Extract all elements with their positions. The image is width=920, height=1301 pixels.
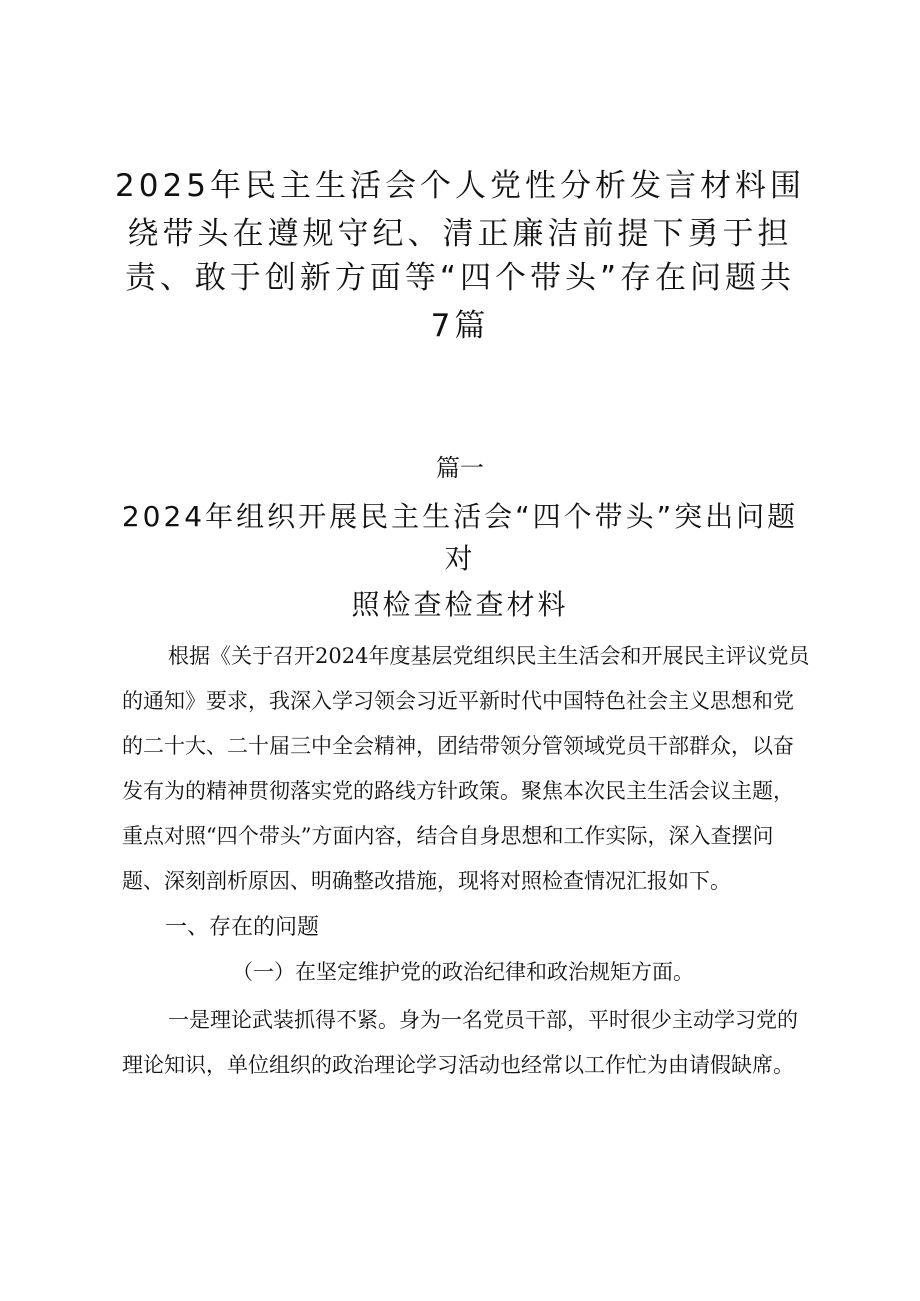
intro-paragraph-line-4: 发有为的精神贯彻落实党的路线方针政策。聚焦本次民主生活会议主题， [122, 779, 794, 803]
section-title-line-1: 2024年组织开展民主生活会“四个带头”突出问题 [121, 500, 799, 533]
intro-paragraph-line-5: 重点对照“四个带头”方面内容，结合自身思想和工作实际，深入查摆问 [122, 824, 774, 848]
intro-paragraph-line-1: 根据《关于召开2024年度基层党组织民主生活会和开展民主评议党员 [168, 644, 810, 668]
point-paragraph-line-1: 一是理论武装抓得不紧。身为一名党员干部，平时很少主动学习党的 [168, 1008, 798, 1032]
point-paragraph-line-2: 理论知识，单位组织的政治理论学习活动也经常以工作忙为由请假缺席。 [122, 1053, 794, 1077]
heading-existing-problems: 一、存在的问题 [165, 915, 320, 940]
section-title-line-2: 对 [444, 542, 476, 575]
intro-paragraph-line-2: 的通知》要求，我深入学习领会习近平新时代中国特色社会主义思想和党 [122, 689, 794, 713]
section-label: 篇一 [436, 454, 484, 482]
document-title-line-1: 2025年民主生活会个人党性分析发言材料围 [115, 168, 805, 204]
document-title-line-4: 7篇 [430, 308, 490, 344]
subheading-political-discipline: （一）在坚定维护党的政治纪律和政治规矩方面。 [232, 960, 694, 984]
intro-paragraph-line-6: 题、深刻剖析原因、明确整改措施，现将对照检查情况汇报如下。 [122, 869, 731, 893]
intro-paragraph-line-3: 的二十大、二十届三中全会精神，团结带领分管领域党员干部群众，以奋 [122, 734, 794, 758]
document-title-line-2: 绕带头在遵规守纪、清正廉洁前提下勇于担 [127, 216, 793, 252]
document-title-line-3: 责、敢于创新方面等“四个带头”存在问题共 [124, 260, 796, 296]
section-title-line-3: 照检查检查材料 [351, 588, 569, 621]
